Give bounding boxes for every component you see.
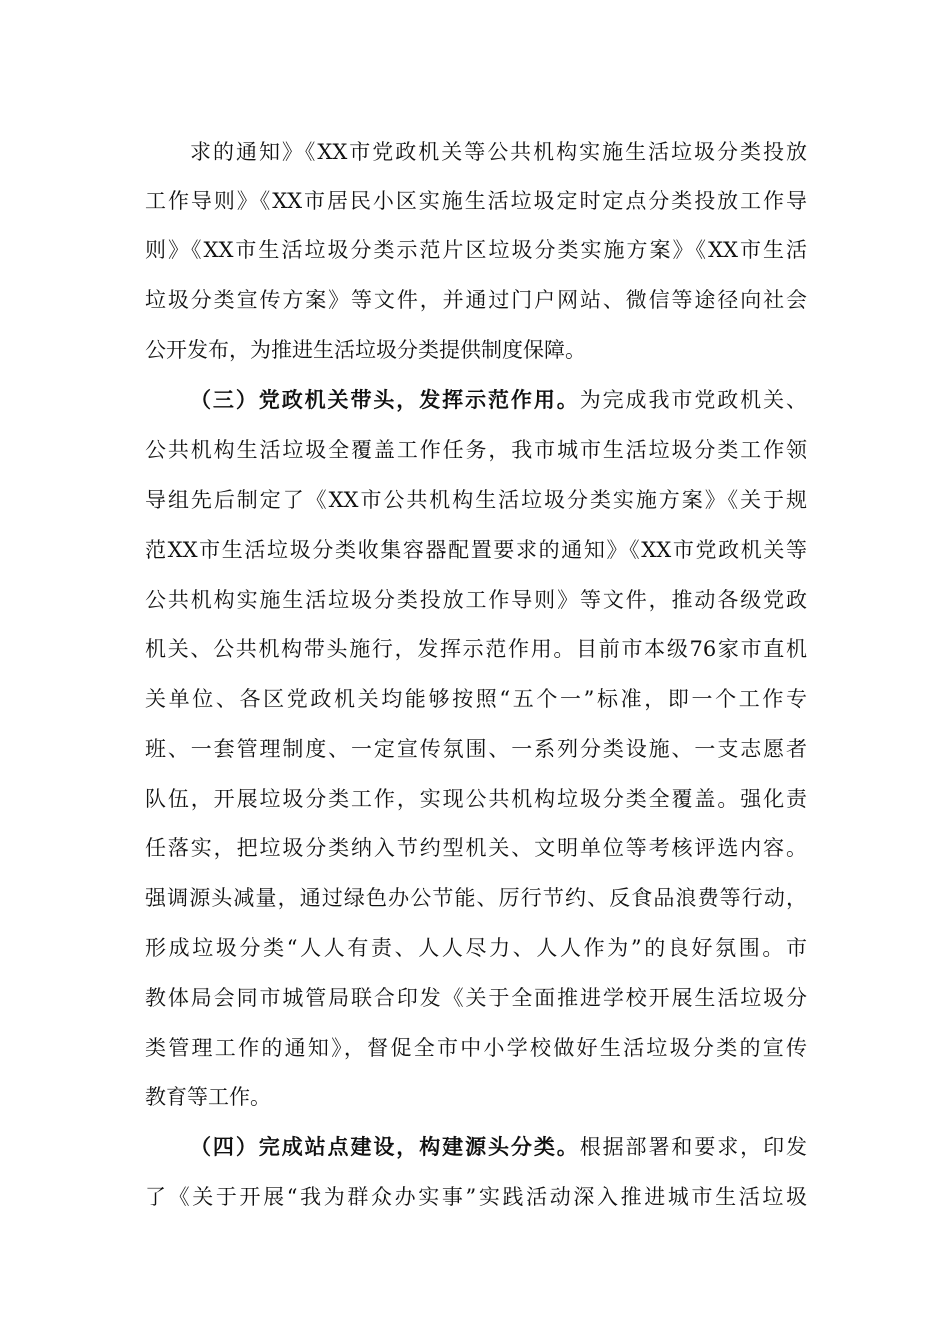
paragraph-line: 垃圾分类宣传方案》等文件，并通过门户网站、微信等途径向社会 — [145, 288, 807, 312]
paragraph-line: 队伍，开展垃圾分类工作，实现公共机构垃圾分类全覆盖。强化责 — [145, 787, 807, 811]
section-3-lead-text: 为完成我市党政机关、 — [579, 388, 807, 412]
paragraph-line: 班、一套管理制度、一定宣传氛围、一系列分类设施、一支志愿者 — [145, 737, 807, 761]
section-3-heading: （三）党政机关带头，发挥示范作用。 — [190, 387, 580, 412]
paragraph-line: 工作导则》《XX市居民小区实施生活垃圾定时定点分类投放工作导 — [145, 189, 807, 213]
paragraph-line: 形成垃圾分类“人人有责、人人尽力、人人作为”的良好氛围。市 — [145, 936, 807, 960]
paragraph-line: 公开发布，为推进生活垃圾分类提供制度保障。 — [145, 338, 586, 362]
section-4-heading: （四）完成站点建设，构建源头分类。 — [190, 1134, 580, 1159]
section-4-lead-text: 根据部署和要求，印发 — [579, 1135, 807, 1159]
paragraph-line: 了《关于开展“我为群众办实事”实践活动深入推进城市生活垃圾 — [145, 1185, 807, 1209]
paragraph-line: 教育等工作。 — [145, 1085, 271, 1109]
paragraph-line: 公共机构生活垃圾全覆盖工作任务，我市城市生活垃圾分类工作领 — [145, 438, 807, 462]
section-3-first-line — [190, 385, 807, 415]
paragraph-line: 求的通知》《XX市党政机关等公共机构实施生活垃圾分类投放 — [190, 140, 807, 164]
section-4-first-line — [190, 1132, 807, 1162]
paragraph-line: 教体局会同市城管局联合印发《关于全面推进学校开展生活垃圾分 — [145, 986, 807, 1010]
paragraph-line: 范XX市生活垃圾分类收集容器配置要求的通知》《XX市党政机关等 — [145, 538, 807, 562]
paragraph-line: 类管理工作的通知》，督促全市中小学校做好生活垃圾分类的宣传 — [145, 1036, 807, 1060]
paragraph-line: 则》《XX市生活垃圾分类示范片区垃圾分类实施方案》《XX市生活 — [145, 238, 807, 262]
paragraph-line: 关单位、各区党政机关均能够按照“五个一”标准，即一个工作专 — [145, 687, 807, 711]
paragraph-line: 任落实，把垃圾分类纳入节约型机关、文明单位等考核评选内容。 — [145, 836, 807, 860]
paragraph-line: 公共机构实施生活垃圾分类投放工作导则》等文件，推动各级党政 — [145, 588, 807, 612]
paragraph-line: 导组先后制定了《XX市公共机构生活垃圾分类实施方案》《关于规 — [145, 488, 807, 512]
paragraph-line: 机关、公共机构带头施行，发挥示范作用。目前市本级76家市直机 — [145, 637, 807, 661]
paragraph-line: 强调源头减量，通过绿色办公节能、厉行节约、反食品浪费等行动， — [145, 886, 807, 910]
